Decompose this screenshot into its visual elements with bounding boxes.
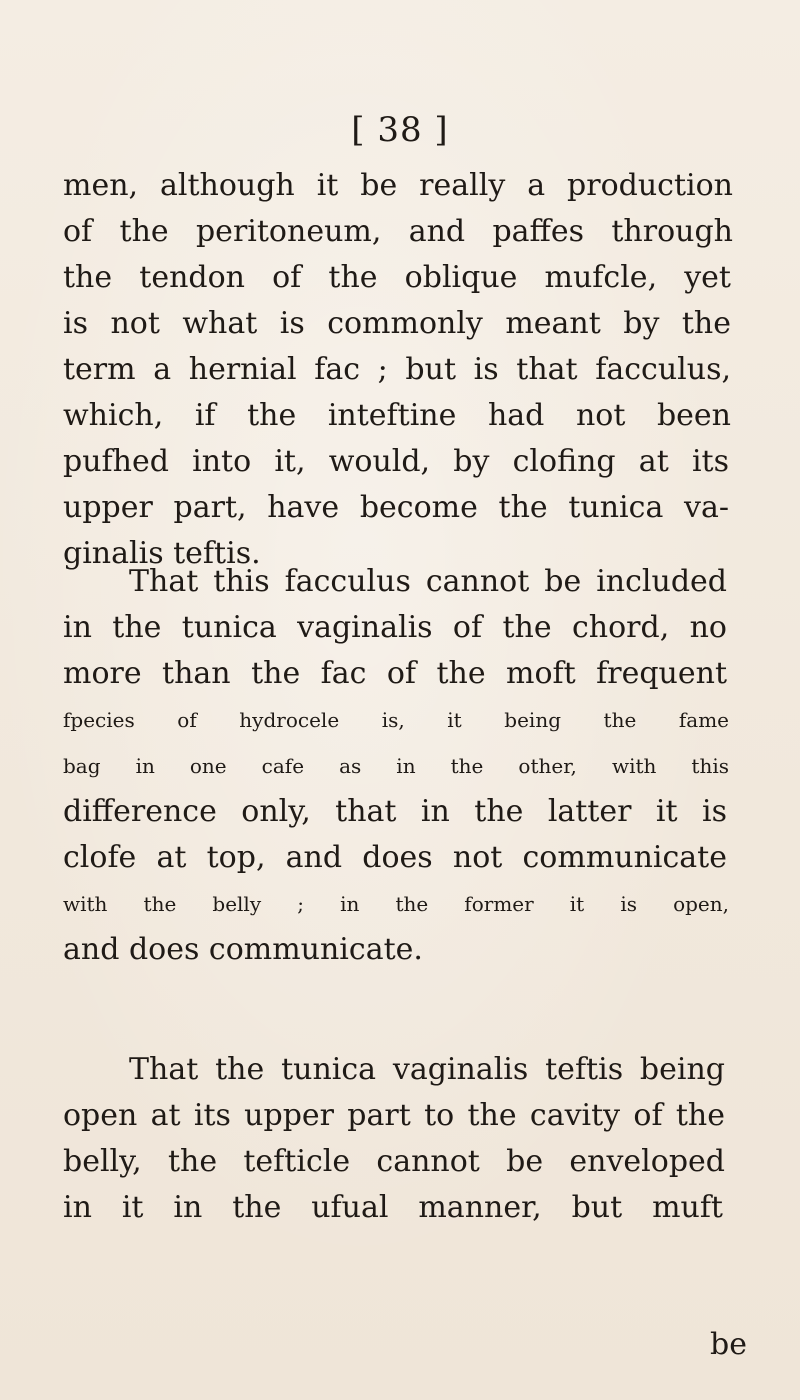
text-line: bag in one cafe as in the other, with this [63, 754, 729, 778]
text-line: which, if the inteftine had not been [63, 398, 731, 433]
text-line: in the tunica vaginalis of the chord, no [63, 610, 727, 645]
text-line: fpecies of hydrocele is, it being the fame [63, 708, 729, 732]
catchword: be [710, 1327, 747, 1362]
text-line: difference only, that in the latter it is [63, 794, 727, 829]
text-line: and does communicate. [63, 932, 423, 967]
text-line: men, although it be really a production [63, 168, 733, 203]
text-line: That the tunica vaginalis teftis being [129, 1052, 725, 1087]
text-line: in it in the ufual manner, but muft [63, 1190, 723, 1225]
text-line: more than the fac of the moft frequent [63, 656, 727, 691]
page-number: [ 38 ] [351, 110, 449, 150]
text-line: pufhed into it, would, by clofing at its [63, 444, 729, 479]
text-line: belly, the tefticle cannot be enveloped [63, 1144, 725, 1179]
text-line: term a hernial fac ; but is that facculus, [63, 352, 731, 387]
text-line: of the peritoneum, and paffes through [63, 214, 733, 249]
text-line: the tendon of the oblique mufcle, yet [63, 260, 731, 295]
text-line: That this facculus cannot be included [129, 564, 727, 599]
text-line: clofe at top, and does not communicate [63, 840, 727, 875]
text-line: ginalis teftis. [63, 536, 261, 571]
text-line: open at its upper part to the cavity of the [63, 1098, 725, 1133]
text-line: is not what is commonly meant by the [63, 306, 731, 341]
text-line: upper part, have become the tunica va- [63, 490, 729, 525]
text-line: with the belly ; in the former it is open, [63, 892, 729, 916]
